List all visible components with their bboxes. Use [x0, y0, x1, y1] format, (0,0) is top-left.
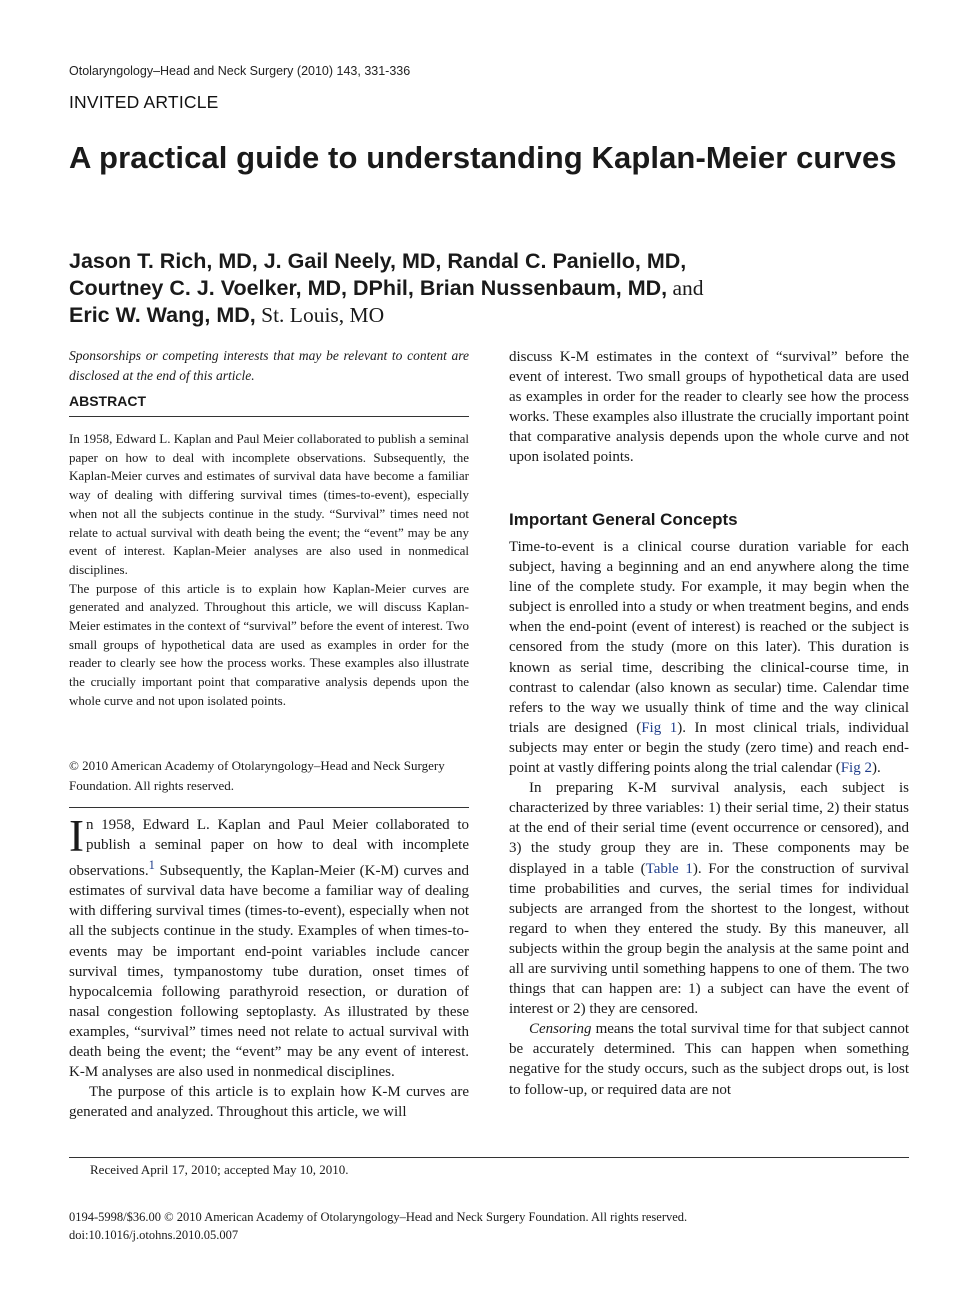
intro-paragraph [69, 811, 469, 1082]
paragraph-text: ). In most clinical trials, individual subjects may enter or begin the study (zero time) and reach end-point at vastly differing points along the trial calendar ( [509, 719, 909, 777]
abstract-body [69, 430, 469, 711]
issn-copyright: 0194-5998/$36.00 © 2010 American Academy of Otolaryngology–Head and Neck Surgery Foundation. All rights reserved. [69, 1210, 688, 1224]
article-type: INVITED ARTICLE [69, 92, 219, 112]
drop-cap: I [69, 811, 84, 861]
paragraph-text: In preparing K-M survival analysis, each subject is characterized by three variables: 1) their serial time, 2) their status at the end of their serial time (event occurrence or censored), and 3) the study group they are in. These components may be displayed in a table ( [509, 780, 909, 877]
section-heading: Important General Concepts [509, 510, 738, 529]
authors-and: and [672, 276, 704, 300]
fig-1-link[interactable]: Fig 1 [641, 719, 678, 736]
censoring-term: Censoring [529, 1021, 592, 1038]
received-dates: Received April 17, 2010; accepted May 10, 2010. [90, 1162, 349, 1177]
intro-text-rest: Subsequently, the Kaplan-Meier (K-M) curves and estimates of survival data have become a familiar way of dealing with differing survival times (times-to-event), especially when not all the subjects continue in the study. Examples of when times-to-events may be important end-point variables include cancer survival times, tympanostomy tube duration, onset times of hypocalcemia following parathyroid resection, or duration of nasal congestion following septoplasty. As illustrated by these examples, “survival” times need not relate to actual survival with death being the event; the “event” may be any event of interest. K-M analyses are also used in nonmedical disciplines. [69, 863, 469, 1081]
abstract-divider [69, 416, 469, 417]
censoring-paragraph [509, 1019, 909, 1099]
body-column-right [509, 537, 909, 1100]
abstract-paragraph: In 1958, Edward L. Kaplan and Paul Meier collaborated to publish a seminal paper on how to deal with incomplete observations. Subsequently, the Kaplan-Meier curves and estimates of survival data have become a familiar way of dealing with differing survival times (times-to-event), especially when not all the subjects continue in the study. “Survival” times need not relate to actual survival with death being the event; the “event” may be any event of interest. Kaplan-Meier analyses are also used in nonmedical disciplines. [69, 431, 470, 577]
journal-citation: Otolaryngology–Head and Neck Surgery (2010) 143, 331-336 [69, 64, 411, 78]
table-1-link[interactable]: Table 1 [645, 860, 693, 877]
abstract-heading: ABSTRACT [69, 393, 146, 409]
paragraph-text: ). For the construction of survival time probabilities and curves, the serial times for individual subjects are arranged from the shortest to the longest, without regard to when they entered the study. By this maneuver, all subjects within the group begin the analysis at the same point and all are surviving until something happens to one of them. The two things that can happen are: 1) a subject can have the event of interest or 2) they are censored. [509, 860, 909, 1018]
purpose-paragraph: The purpose of this article is to explain how K-M curves are generated and analyzed. Throughout this article, we will [69, 1084, 469, 1121]
body-column-right-continuation: discuss K-M estimates in the context of “survival” before the event of interest. Two small groups of hypothetical data are used as examples in order for the reader to clearly see how the process works. These examples also illustrate the crucially important point that comparative analysis depends upon the whole curve and not upon isolated points. [509, 349, 909, 466]
intro-text: n 1958, Edward L. Kaplan and Paul Meier collaborated to publish a seminal paper on how to deal with incomplete observations. [69, 817, 469, 880]
abstract-copyright: © 2010 American Academy of Otolaryngology–Head and Neck Surgery Foundation. All rights reserved. [69, 758, 445, 793]
concepts-paragraph-2 [509, 778, 909, 1019]
authors-line-3: Eric W. Wang, MD, [69, 303, 256, 327]
abstract-paragraph: The purpose of this article is to explain how Kaplan-Meier curves are generated and analyzed. Throughout this article, we will discuss Kaplan-Meier estimates in the context of “survival” before the event of interest. Two small groups of hypothetical data are used as examples in order for the reader to clearly see how the process works. These examples also illustrate the crucially important point that comparative analysis depends upon the whole curve and not upon isolated points. [69, 580, 469, 708]
authors-line-2: Courtney C. J. Voelker, MD, DPhil, Brian Nussenbaum, MD, [69, 276, 668, 300]
author-location: St. Louis, MO [261, 303, 385, 327]
author-list [69, 248, 929, 329]
paragraph-text: ). [871, 760, 881, 777]
body-column-left [69, 811, 469, 1122]
fig-2-link[interactable]: Fig 2 [840, 760, 872, 777]
body-divider [69, 807, 469, 808]
reference-1-link[interactable]: 1 [148, 858, 155, 873]
concepts-paragraph-1 [509, 537, 909, 778]
authors-line-1: Jason T. Rich, MD, J. Gail Neely, MD, Randal C. Paniello, MD, [69, 249, 687, 273]
footer-divider [69, 1157, 909, 1158]
paragraph-text: Time-to-event is a clinical course duration variable for each subject, having a beginning and an end anywhere along the time line of the complete study. For example, it may begin when the subject is enrolled into a study or when treatment begins, and ends when the end-point (event of interest) is reached or the subject is censored from the study (more on this later). This duration is known as serial time, describing the clinical-course time, in contrast to calendar (also known as secular) time. Calendar time refers to the way we usually think of time and the way clinical trials are designed ( [509, 539, 909, 736]
doi[interactable]: doi:10.1016/j.otohns.2010.05.007 [69, 1228, 239, 1242]
article-title: A practical guide to understanding Kaplan-Meier curves [69, 140, 897, 175]
paragraph-text: means the total survival time for that subject cannot be accurately determined. This can happen when something negative for the study occurs, such as the subject drops out, is lost to follow-up, or required data are not [509, 1021, 909, 1098]
sponsorship-note: Sponsorships or competing interests that may be relevant to content are disclosed at the end of this article. [69, 348, 469, 383]
